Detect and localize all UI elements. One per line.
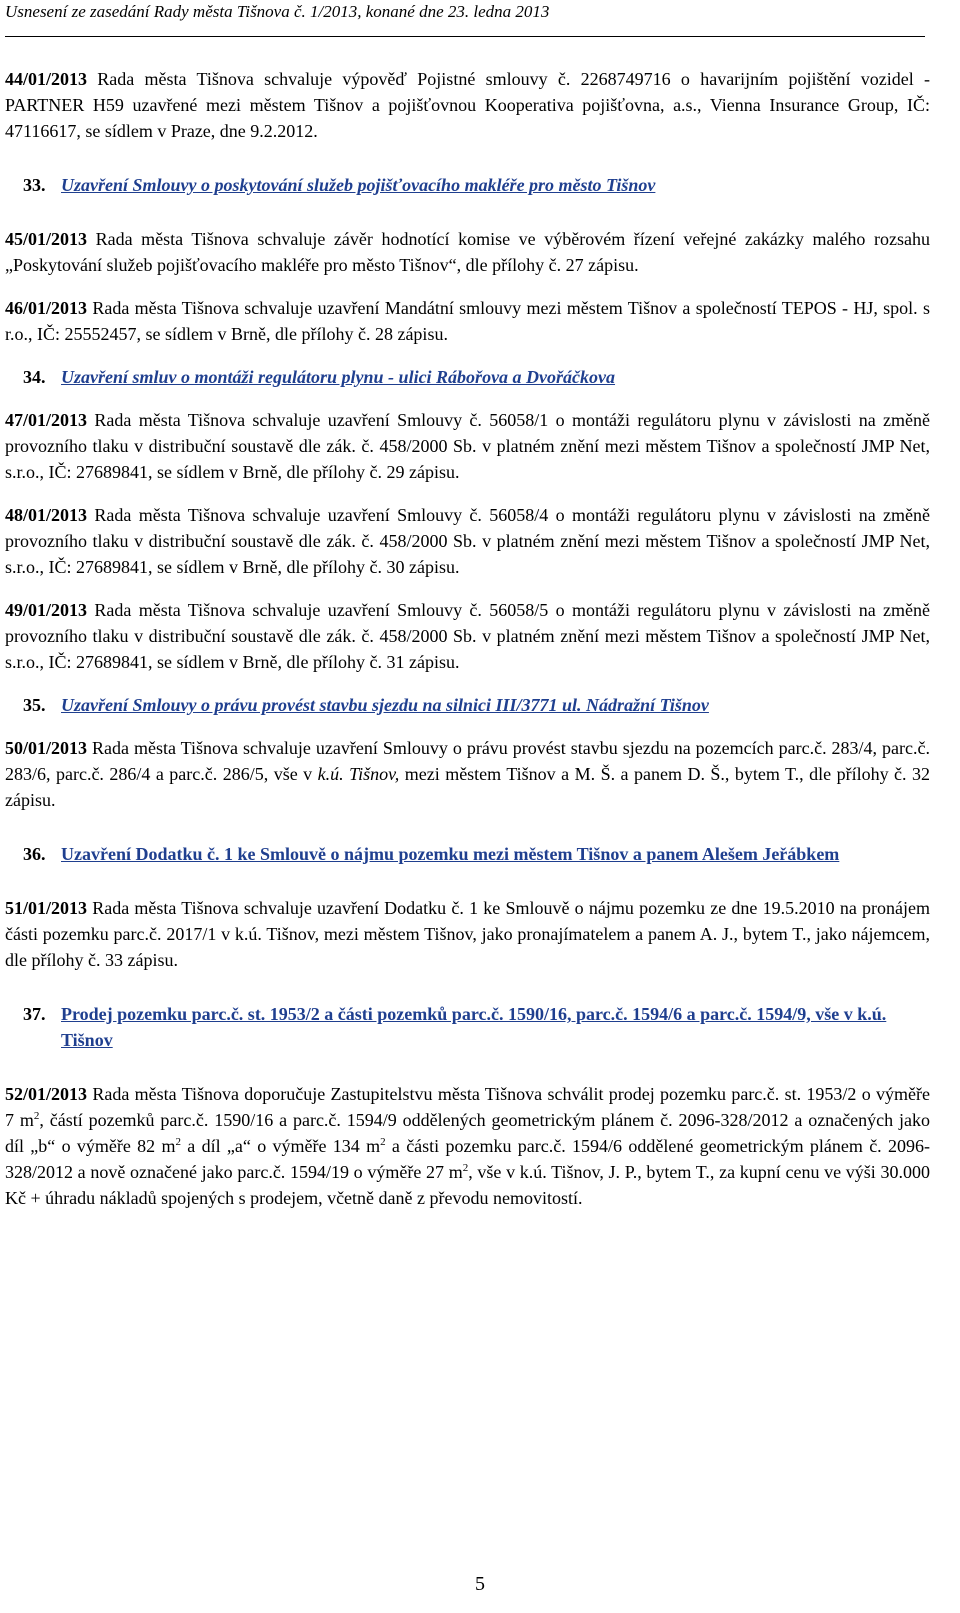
section-title: Prodej pozemku parc.č. st. 1953/2 a části pozemků parc.č. 1590/16, parc.č. 1594/6 a parc.č. 1594/9, vše v k.ú. Tišnov [61, 1004, 887, 1050]
resolution-49 [5, 597, 930, 675]
section-heading-36 [5, 841, 930, 867]
page-number: 5 [475, 1573, 485, 1595]
section-number: 33. [23, 175, 46, 195]
section-number: 36. [23, 844, 46, 864]
resolution-number: 46/01/2013 [5, 298, 88, 318]
resolution-text: Rada města Tišnova schvaluje uzavření Smlouvy č. 56058/5 o montáži regulátoru plynu v závislosti na změně provozního tlaku v distribuční soustavě dle zák. č. 458/2000 Sb. v platném znění mezi městem Tišnov a společností JMP Net, s.r.o., IČ: 27689841, se sídlem v Brně, dle přílohy č. 31 zápisu. [5, 600, 930, 672]
resolution-45 [5, 226, 930, 278]
resolution-44 [5, 66, 930, 144]
resolution-text: Rada města Tišnova schvaluje závěr hodnotící komise ve výběrovém řízení veřejné zakázky malého rozsahu „Poskytování služeb pojišťovacího makléře pro město Tišnov“, dle přílohy č. 27 zápisu. [5, 229, 930, 275]
resolution-number: 45/01/2013 [5, 229, 88, 249]
resolution-text: Rada města Tišnova schvaluje uzavření Mandátní smlouvy mezi městem Tišnov a společností TEPOS - HJ, spol. s r.o., IČ: 25552457, se sídlem v Brně, dle přílohy č. 28 zápisu. [5, 298, 930, 344]
resolution-text: a díl „a“ o výměře 134 m [181, 1136, 381, 1156]
superscript: 2 [175, 1136, 181, 1148]
resolution-number: 44/01/2013 [5, 69, 88, 89]
resolution-text: , částí pozemků parc.č. 1590/16 a parc.č. 1594/9 oddělených geometrickým plánem č. 2096-328/2012 a označených jako díl „b“ o výměře 82 m [5, 1110, 930, 1156]
superscript: 2 [380, 1136, 386, 1148]
resolution-52 [5, 1081, 930, 1211]
section-heading-37 [5, 1001, 930, 1053]
resolution-46 [5, 295, 930, 347]
resolution-50 [5, 735, 930, 813]
section-title: Uzavření Smlouvy o poskytování služeb pojišťovacího makléře pro město Tišnov [61, 175, 656, 195]
resolution-text: Rada města Tišnova doporučuje Zastupitelstvu města Tišnova schválit prodej pozemku parc.č. st. 1953/2 o výměře 7 m [5, 1084, 930, 1130]
section-number: 37. [23, 1004, 46, 1024]
resolution-text: Rada města Tišnova schvaluje uzavření Smlouvy č. 56058/1 o montáži regulátoru plynu v závislosti na změně provozního tlaku v distribuční soustavě dle zák. č. 458/2000 Sb. v platném znění mezi městem Tišnov a společností JMP Net, s.r.o., IČ: 27689841, se sídlem v Brně, dle přílohy č. 29 zápisu. [5, 410, 930, 482]
superscript: 2 [33, 1110, 40, 1122]
section-heading-34 [5, 364, 930, 390]
section-number: 34. [23, 367, 46, 387]
section-number: 35. [23, 695, 46, 715]
section-heading-33 [5, 172, 930, 198]
resolution-number: 48/01/2013 [5, 505, 88, 525]
resolution-text: a části pozemku parc.č. 1594/6 oddělené geometrickým plánem č. 2096-328/2012 a nově označené jako parc.č. 1594/19 o výměře 27 m [5, 1136, 930, 1182]
resolution-51 [5, 895, 930, 973]
resolution-text: , vše v k.ú. Tišnov, J. P., bytem T., za kupní cenu ve výši 30.000 Kč + úhradu nákladů spojených s prodejem, včetně daně z převodu nemovitostí. [5, 1162, 930, 1208]
resolution-text: Rada města Tišnova schvaluje uzavření Smlouvy o právu provést stavbu sjezdu na pozemcích parc.č. 283/4, parc.č. 283/6, parc.č. 286/4 a parc.č. 286/5, vše v [5, 738, 930, 784]
resolution-number: 50/01/2013 [5, 738, 88, 758]
resolution-text-italic: k.ú. Tišnov, [317, 764, 400, 784]
resolution-number: 52/01/2013 [5, 1084, 88, 1104]
resolution-47 [5, 407, 930, 485]
resolution-text: mezi městem Tišnov a M. Š. a panem D. Š., bytem T., dle přílohy č. 32 zápisu. [5, 764, 931, 810]
section-title: Uzavření smluv o montáži regulátoru plynu - ulici Rábořova a Dvořáčkova [61, 367, 616, 387]
resolution-text: Rada města Tišnova schvaluje výpověď Pojistné smlouvy č. 2268749716 o havarijním pojištění vozidel - PARTNER H59 uzavřené mezi městem Tišnov a pojišťovnou Kooperativa pojišťovna, a.s., Vienna Insurance Group, IČ: 47116617, se sídlem v Praze, dne 9.2.2012. [5, 69, 930, 141]
resolution-number: 51/01/2013 [5, 898, 88, 918]
section-title: Uzavření Smlouvy o právu provést stavbu sjezdu na silnici III/3771 ul. Nádražní Tišnov [61, 695, 709, 715]
page-header [5, 0, 925, 37]
header-title: Usnesení ze zasedání Rady města Tišnova č. 1/2013, konané dne 23. ledna 2013 [5, 2, 550, 21]
resolution-text: Rada města Tišnova schvaluje uzavření Dodatku č. 1 ke Smlouvě o nájmu pozemku ze dne 19.5.2010 na pronájem části pozemku parc.č. 2017/1 v k.ú. Tišnov, mezi městem Tišnov, jako pronajímatelem a panem A. J., bytem T., jako nájemcem, dle přílohy č. 33 zápisu. [5, 898, 930, 970]
resolution-text: Rada města Tišnova schvaluje uzavření Smlouvy č. 56058/4 o montáži regulátoru plynu v závislosti na změně provozního tlaku v distribuční soustavě dle zák. č. 458/2000 Sb. v platném znění mezi městem Tišnov a společností JMP Net, s.r.o., IČ: 27689841, se sídlem v Brně, dle přílohy č. 30 zápisu. [5, 505, 930, 577]
superscript: 2 [462, 1162, 469, 1174]
resolution-48 [5, 502, 930, 580]
section-heading-35 [5, 692, 930, 718]
document-body [5, 66, 930, 1211]
resolution-number: 49/01/2013 [5, 600, 88, 620]
section-title: Uzavření Dodatku č. 1 ke Smlouvě o nájmu pozemku mezi městem Tišnov a panem Alešem Jeřábkem [61, 844, 840, 864]
resolution-number: 47/01/2013 [5, 410, 88, 430]
